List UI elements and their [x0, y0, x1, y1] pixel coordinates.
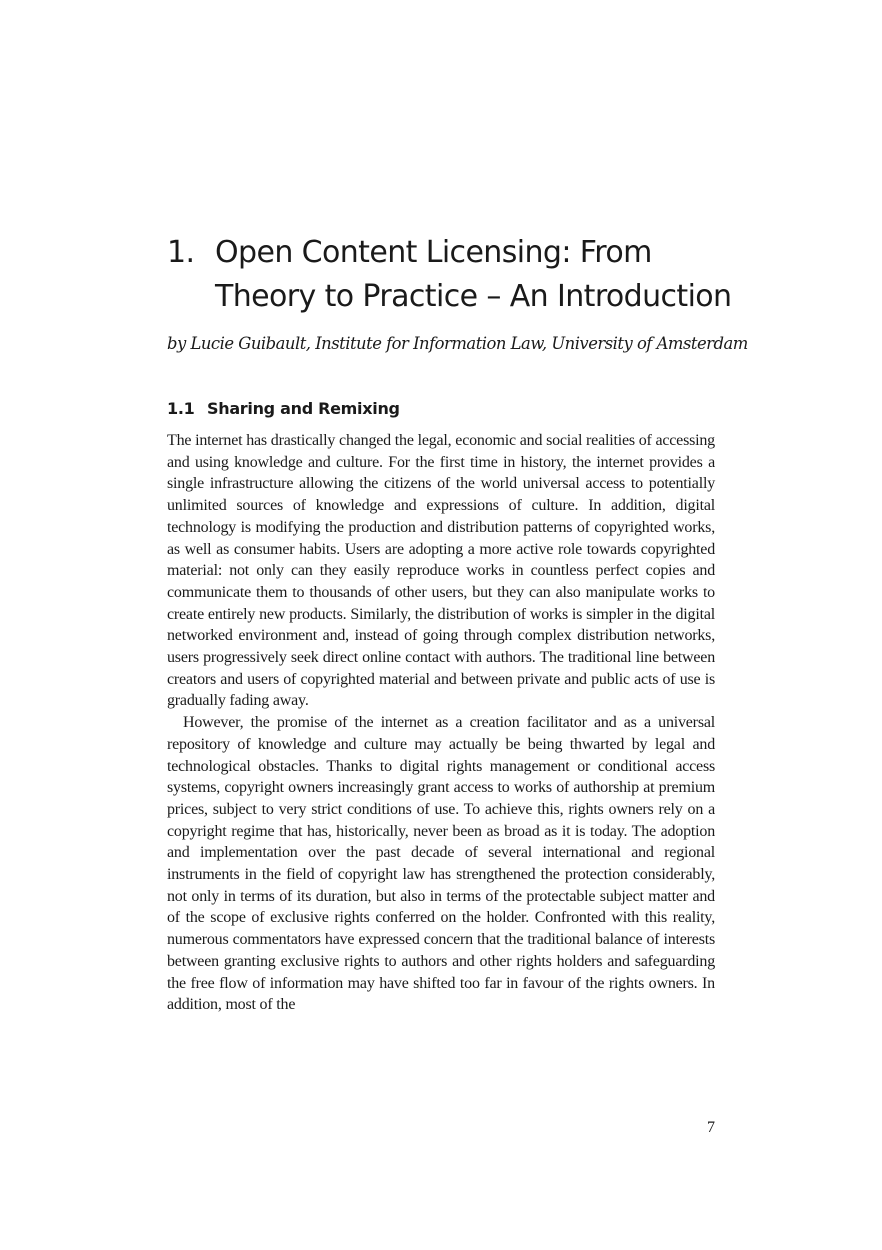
chapter-title-line-2: Theory to Practice – An Introduction: [215, 279, 732, 314]
section-heading: [167, 396, 400, 422]
page-number: 7: [707, 1119, 715, 1136]
author-byline: by Lucie Guibault, Institute for Information Law, University of Amsterdam: [167, 334, 748, 353]
body-text: [167, 430, 715, 1016]
section-number: 1.1: [167, 399, 195, 418]
chapter-number: 1.: [167, 235, 195, 270]
paragraph-1: The internet has drastically changed the legal, economic and social realities of accessing and using knowledge and culture. For the first time in history, the internet provides a single infrastructure allowing the citizens of the world universal access to potentially unlimited sources of knowledge and expressions of culture. In addition, digital technology is modifying the production and distribution patterns of copyrighted works, as well as consumer habits. Users are adopting a more active role towards copyrighted material: not only can they easily reproduce works in countless perfect copies and communicate them to thousands of other users, but they can also manipulate works to create entirely new products. Similarly, the distribution of works is simpler in the digital networked environment and, instead of going through complex distribution networks, users progressively seek direct online contact with authors. The traditional line between creators and users of copyrighted material and between private and public acts of use is gradually fading away.: [167, 432, 715, 710]
chapter-title-line-1: Open Content Licensing: From: [215, 235, 652, 270]
paragraph-2: However, the promise of the internet as a creation facilitator and as a universal repository of knowledge and culture may actually be being thwarted by legal and technological obstacles. Thanks to digital rights management or conditional access systems, copyright owners increasingly grant access to works of authorship at premium prices, subject to very strict conditions of use. To achieve this, rights owners rely on a copyright regime that has, historically, never been as broad as it is today. The adoption and implementation over the past decade of several international and regional instruments in the field of copyright law has strengthened the protection considerably, not only in terms of its duration, but also in terms of the protectable subject matter and of the scope of exclusive rights conferred on the holder. Confronted with this reality, numerous commentators have expressed concern that the traditional balance of interests between granting exclusive rights to authors and other rights holders and safeguarding the free flow of information may have shifted too far in favour of the rights owners. In addition, most of the: [167, 714, 715, 1014]
section-title: Sharing and Remixing: [207, 399, 400, 418]
chapter-title: [167, 231, 732, 319]
